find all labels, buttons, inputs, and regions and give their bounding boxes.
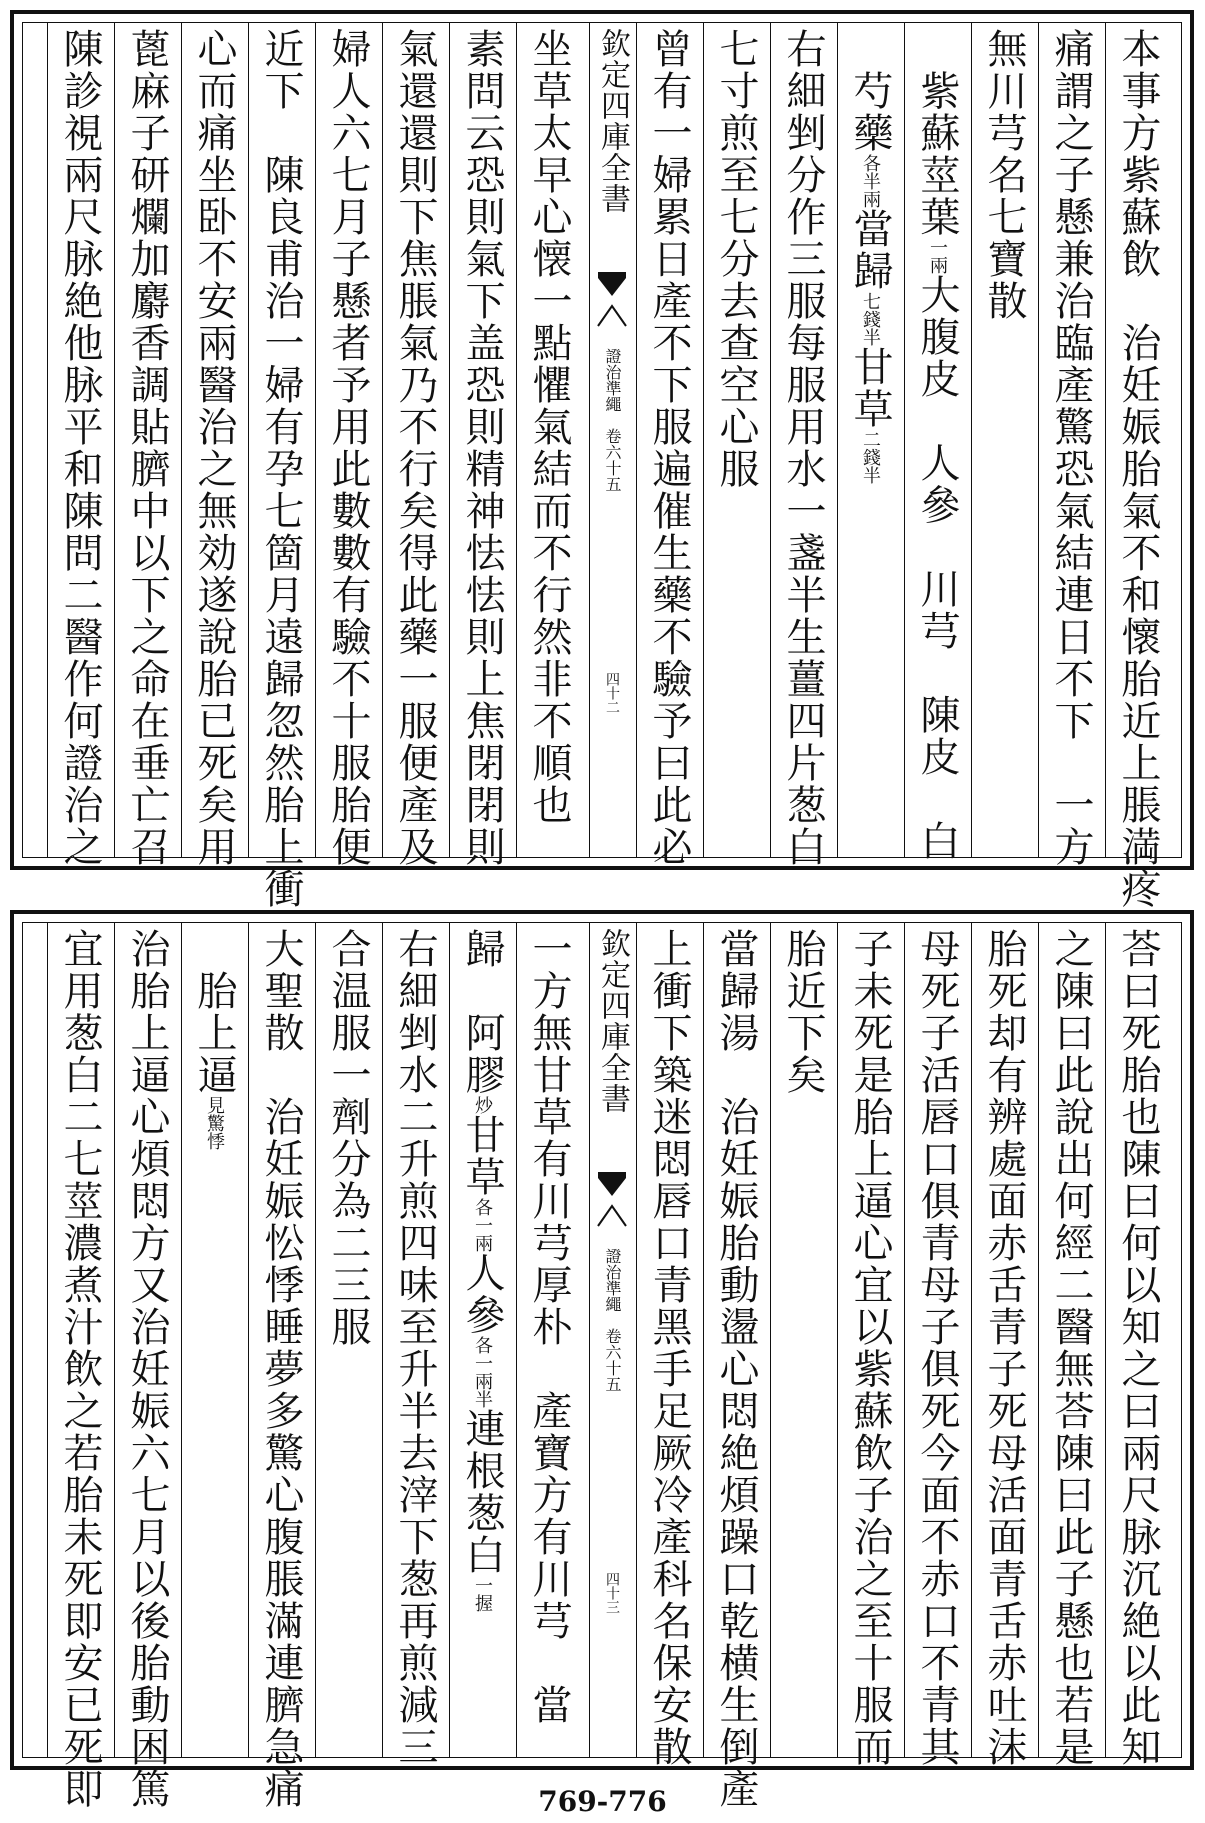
column-text: 無川芎名七寶散 [981,28,1027,322]
column-text: 人參 [459,1252,505,1336]
column-text: 子未死是胎上逼心宜以紫蘇飲子治之至十服而 [847,928,893,1768]
text-column [183,28,245,868]
text-column [906,28,968,862]
column-rule [449,22,450,858]
column-text: 痛謂之子懸兼治臨產驚恐氣結連日不下 一方 [1048,28,1094,868]
text-column [1040,928,1102,1768]
column-text: 各一兩 [472,1198,493,1252]
column-rule [248,922,249,1758]
column-rule [770,22,771,858]
column-text: 婦人六七月子懸者予用此數數有驗不十服胎便 [325,28,371,868]
text-column [116,28,178,868]
column-text: 曾有一婦累日產不下服遍催生藥不驗予曰此必 [646,28,692,868]
column-rule [770,922,771,1758]
text-column [49,28,111,868]
text-column [451,28,513,868]
column-rule [181,22,182,858]
text-column [973,28,1035,322]
column-text: 之陳曰此說出何經二醫無荅陳曰此子懸也若是 [1048,928,1094,1768]
text-column [705,28,767,490]
column-text: 大腹皮 人參 川芎 陳皮 白 [914,274,960,862]
column-text: 坐草太早心懐一點懼氣結而不行然非不順也 [526,28,572,826]
text-column [906,928,968,1768]
text-column [772,928,834,1096]
column-text: 荅曰死胎也陳曰何以知之曰兩尺脉沉絶以此知 [1115,928,1161,1768]
column-text: 治胎上逼心煩悶方又治妊娠六七月以後胎動困篤 [124,928,170,1810]
column-rule [382,22,383,858]
top-page [10,10,1194,910]
fishtail-mark-icon [596,270,628,328]
column-text: 甘草 [847,346,893,430]
text-column [317,28,379,868]
column-text: 當歸湯 治妊娠胎動盪心悶絶煩躁口乾横生倒產 [713,928,759,1810]
column-rule [114,22,115,858]
column-rule [181,922,182,1758]
text-column [1040,28,1102,868]
column-rule [1038,922,1039,1758]
column-text: 大聖散 治妊娠忪悸睡夢多驚心腹脹滿連臍急痛 [258,928,304,1810]
center-fold [589,922,637,1758]
fishtail-mark-icon [596,1170,628,1228]
text-column [839,928,901,1768]
text-column [384,28,446,868]
column-text: 甘草 [459,1114,505,1198]
column-rule [315,22,316,858]
column-rule [971,922,972,1758]
column-text: 一方無甘草有川芎厚朴 產寶方有川芎 當 [526,928,572,1726]
column-text: 心而痛坐卧不安兩醫治之無効遂說胎已死矣用 [191,28,237,868]
text-column [772,28,834,868]
column-text: 胎死却有辨處面赤舌青子死母活面青舌赤吐沫 [981,928,1027,1768]
column-rule [47,22,48,858]
column-text: 二錢半 [860,430,881,484]
text-column [183,928,245,1150]
column-text: 陳診視兩尺脉絶他脉平和陳問二醫作何證治之 [57,28,103,868]
column-text: 當歸 [847,208,893,292]
column-rule [837,922,838,1758]
text-column [518,928,580,1726]
column-text: 宜用葱白二七莖濃煮汁飲之若胎未死即安已死即 [57,928,103,1810]
center-subtitle: 證治準繩 卷六十五 [603,348,622,492]
column-rule [904,22,905,858]
column-rule [449,922,450,1758]
column-text: 右細剉水二升煎四味至升半去滓下葱再煎減三 [392,928,438,1768]
column-text: 七寸煎至七分去查空心服 [713,28,759,490]
page-number: 769-776 [538,1785,667,1818]
text-column [518,28,580,826]
column-rule [516,22,517,858]
column-rule [47,922,48,1758]
column-text: 各一兩半 [472,1336,493,1408]
text-column [638,928,700,1768]
column-text: 近下 陳良甫治一婦有孕七箇月遠歸忽然胎上衝 [258,28,304,910]
column-rule [971,22,972,858]
column-rule [703,22,704,858]
text-column [317,928,379,1348]
text-column [250,28,312,910]
column-text: 本事方紫蘇飲 治妊娠胎氣不和懷胎近上脹満疼 [1115,28,1161,910]
column-text: 合温服一劑分為二三服 [325,928,371,1348]
column-text: 炒 [472,1096,493,1114]
leaf-number: 四十三 [604,1572,620,1614]
column-text: 一握 [472,1576,493,1612]
column-text: 見驚悸 [204,1096,225,1150]
center-subtitle: 證治準繩 卷六十五 [603,1248,622,1392]
column-text: 連根葱白 [459,1408,505,1576]
column-text: 蓖麻子研爛加麝香調貼臍中以下之命在垂亡召 [124,28,170,868]
text-column [1107,28,1169,910]
column-rule [114,922,115,1758]
column-text: 氣還還則下焦脹氣乃不行矣得此藥一服便產及 [392,28,438,868]
column-text: 歸 阿膠 [459,928,505,1096]
text-column [116,928,178,1810]
leaf-number: 四十二 [604,672,620,714]
column-rule [1105,22,1106,858]
text-column [705,928,767,1810]
column-rule [1038,22,1039,858]
column-rule [904,922,905,1758]
column-text: 胎上逼 [191,928,237,1096]
text-column [451,928,513,1612]
column-rule [382,922,383,1758]
column-text: 芍藥 [847,28,893,154]
center-title: 欽定四庫全書 [595,28,630,214]
text-column [49,928,111,1810]
text-column [973,928,1035,1768]
column-rule [516,922,517,1758]
text-column [638,28,700,868]
column-rule [1105,922,1106,1758]
column-text: 右細剉分作三服每服用水一盞半生薑四片葱白 [780,28,826,868]
column-text: 紫蘇莖葉 [914,28,960,238]
column-text: 各半兩 [860,154,881,208]
column-text: 一兩 [927,238,948,274]
column-text: 七錢半 [860,292,881,346]
column-rule [837,22,838,858]
column-rule [248,22,249,858]
center-title: 欽定四庫全書 [595,928,630,1114]
column-rule [703,922,704,1758]
column-text: 母死子活唇口俱青母子俱死今面不赤口不青其 [914,928,960,1768]
column-text: 素問云恐則氣下盖恐則精神怯怯則上焦閉閉則 [459,28,505,868]
text-column [250,928,312,1810]
text-column [384,928,446,1768]
column-rule [315,922,316,1758]
column-text: 胎近下矣 [780,928,826,1096]
center-fold [589,22,637,858]
text-column [1107,928,1169,1768]
text-column [839,28,901,484]
column-text: 上衝下築迷悶唇口青黑手足厥冷產科名保安散 [646,928,692,1768]
